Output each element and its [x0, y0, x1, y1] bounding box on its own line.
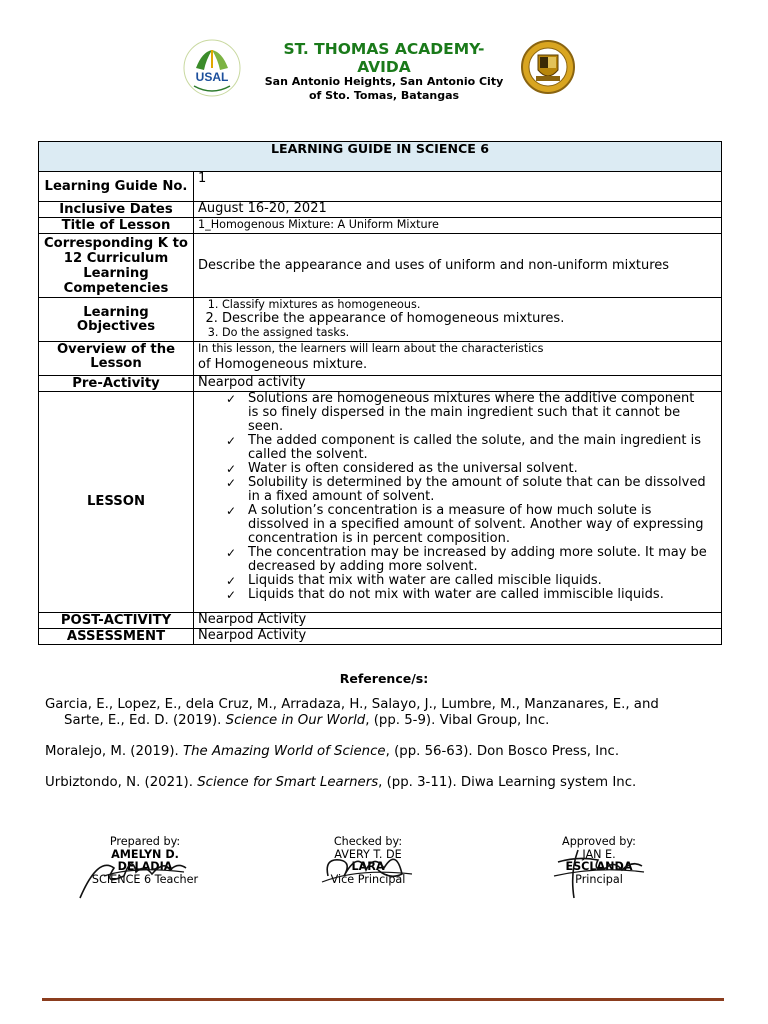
reference-item: Garcia, E., Lopez, E., dela Cruz, M., Arradaza, H., Salayo, J., Lumbre, M., Manzanares, E., and Sarte, E., Ed. D. (2019). Science in Our World, (pp. 5-9). Vibal Group, Inc.: [45, 697, 659, 728]
table-title: LEARNING GUIDE IN SCIENCE 6: [271, 141, 489, 156]
approved-by-name-1: JAN E.: [582, 847, 616, 861]
overview-line-1: In this lesson, the learners will learn about the characteristics: [198, 342, 544, 355]
checked-by-name-1: AVERY T. DE: [334, 847, 402, 861]
check-icon: ✓: [226, 504, 237, 518]
guide-no-value: 1: [194, 172, 722, 202]
check-icon: ✓: [226, 588, 237, 602]
lesson-label: LESSON: [39, 392, 194, 613]
usal-logo-text: USAL: [195, 70, 229, 84]
assessment-label: ASSESSMENT: [39, 629, 194, 645]
lesson-point: ✓ Liquids that mix with water are called miscible liquids.: [226, 573, 602, 588]
prepared-by-name-2: DELADIA: [117, 860, 173, 873]
lesson-point: ✓ Solutions are homogeneous mixtures where the additive component is so finely dispersed in the main ingredient such that it cannot be seen.: [226, 391, 695, 434]
lesson-point: ✓ Liquids that do not mix with water are called immiscible liquids.: [226, 587, 664, 602]
approved-by-name-2: ESCLANDA: [565, 860, 633, 873]
check-icon: ✓: [226, 546, 237, 560]
dates-label: Inclusive Dates: [39, 202, 194, 218]
lesson-point: ✓ The added component is called the solute, and the main ingredient is called the solvent.: [226, 433, 702, 462]
overview-cell: [194, 342, 722, 376]
postactivity-value: Nearpod Activity: [194, 613, 722, 629]
reference-item: Moralejo, M. (2019). The Amazing World of Science, (pp. 56-63). Don Bosco Press, Inc.: [45, 744, 620, 759]
check-icon: ✓: [226, 392, 237, 406]
footer-rule: [42, 998, 724, 1001]
objective-item: 3. Do the assigned tasks.: [222, 326, 717, 340]
prepared-signature: [74, 846, 194, 904]
overview-label: Overview of the Lesson: [39, 342, 194, 376]
prepared-by-role: SCIENCE 6 Teacher: [91, 872, 199, 886]
checked-by-label: Checked by:: [333, 835, 403, 848]
check-icon: ✓: [226, 462, 237, 476]
checked-by-name-2: LARA: [351, 860, 385, 873]
prepared-by-label: Prepared by:: [109, 835, 181, 848]
approved-by-role: Principal: [575, 872, 623, 886]
prepared-by-name-1: AMELYN D.: [111, 847, 179, 861]
lesson-points-list: [198, 392, 707, 602]
references-title: Reference/s:: [339, 671, 429, 686]
postactivity-label: POST-ACTIVITY: [39, 613, 194, 629]
school-address: San Antonio Heights, San Antonio City of Sto. Tomas, Batangas: [264, 75, 504, 102]
checked-signature: [318, 840, 418, 890]
objectives-cell: [194, 298, 722, 342]
checked-by-role: Vice Principal: [330, 872, 406, 886]
lesson-point: ✓ Water is often considered as the universal solvent.: [226, 461, 578, 476]
lesson-point: ✓ A solution’s concentration is a measure of how much solute is dissolved in a specified amount of solvent. Another way of expressing concentration is in percent composition.: [226, 503, 704, 546]
guide-no-label: Learning Guide No.: [39, 172, 194, 202]
lesson-title-value: 1_Homogenous Mixture: A Uniform Mixture: [194, 218, 722, 234]
approved-by-label: Approved by:: [562, 835, 636, 848]
check-icon: ✓: [226, 476, 237, 490]
lesson-cell: [194, 392, 722, 613]
assessment-value: Nearpod Activity: [194, 629, 722, 645]
lesson-title-label: Title of Lesson: [39, 218, 194, 234]
objective-item: 2. Describe the appearance of homogeneous mixtures.: [222, 312, 717, 326]
preactivity-value: Nearpod activity: [194, 376, 722, 392]
dates-value: August 16-20, 2021: [194, 202, 722, 218]
usal-logo: [182, 38, 242, 98]
overview-line-2: of Homogeneous mixture.: [198, 357, 368, 372]
lesson-point: ✓ Solubility is determined by the amount of solute that can be dissolved in a fixed amount of solvent.: [226, 475, 706, 504]
objective-item: 1. Classify mixtures as homogeneous.: [222, 298, 717, 312]
objectives-label: Learning Objectives: [39, 298, 194, 342]
competency-label: Corresponding K to 12 Curriculum Learning Competencies: [39, 234, 194, 298]
check-icon: ✓: [226, 434, 237, 448]
check-icon: ✓: [226, 574, 237, 588]
competency-value: Describe the appearance and uses of uniform and non-uniform mixtures: [194, 234, 722, 298]
reference-item: Urbiztondo, N. (2021). Science for Smart Learners, (pp. 3-11). Diwa Learning system Inc.: [45, 775, 637, 790]
approved-signature: [548, 842, 648, 904]
table-title-cell: [39, 142, 722, 172]
lesson-point: ✓ The concentration may be increased by adding more solute. It may be decreased by adding more solvent.: [226, 545, 707, 574]
objectives-list: [198, 298, 717, 340]
preactivity-label: Pre-Activity: [39, 376, 194, 392]
learning-guide-table: [38, 141, 722, 645]
school-name: ST. THOMAS ACADEMY-AVIDA: [283, 40, 485, 76]
school-seal-logo: [518, 40, 582, 94]
